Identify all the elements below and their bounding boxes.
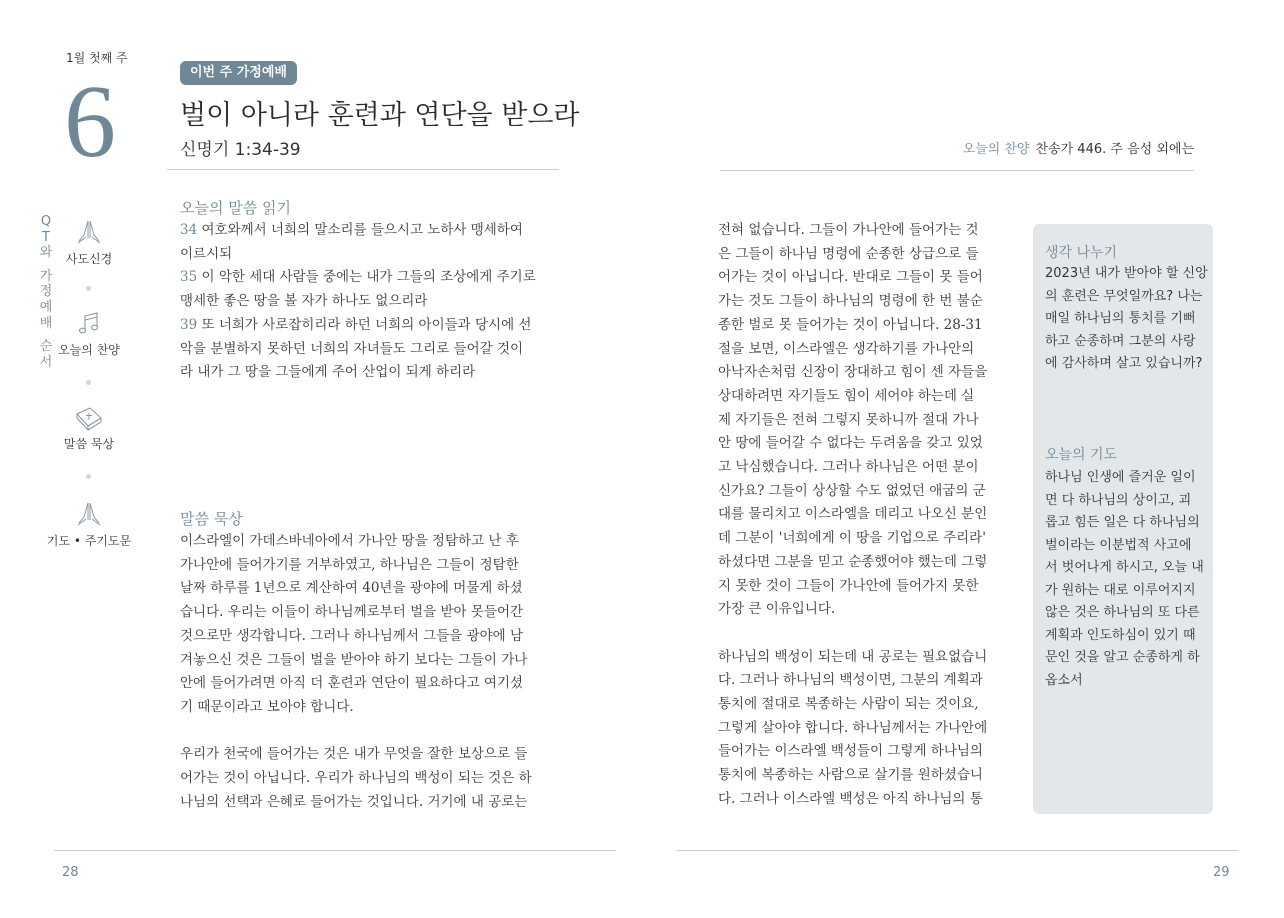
body-line: 가장 큰 이유입니다. [718, 601, 836, 618]
separator-dot [86, 286, 91, 291]
share-line: 의 훈련은 무엇일까요? 나는 [1045, 288, 1203, 304]
vertical-char: 서 [39, 354, 53, 370]
section-badge: 이번 주 가정예배 [180, 61, 297, 85]
body-line: 들어가는 이스라엘 백성들이 그렇게 하나님의 [718, 743, 983, 760]
prayer-line: 문인 것을 알고 순종하게 하 [1045, 650, 1200, 665]
order-item-prayer [34, 500, 144, 549]
prayer-heading: 오늘의 기도 [1045, 447, 1118, 463]
body-line: 다. 그러나 하나님의 백성이면, 그분의 계획과 [718, 672, 983, 689]
prayer-line: 계획과 인도하심이 있기 때 [1045, 627, 1196, 643]
body-line: 습니다. 우리는 이들이 하나님께로부터 벌을 받아 못들어간 [180, 604, 524, 621]
separator-dot [86, 380, 91, 385]
body-line: 나님의 선택과 은혜로 들어가는 것입니다. 거기에 내 공로는 [180, 793, 528, 810]
reading-verses [180, 219, 560, 385]
body-line: 은 그들이 하나님 명령에 순종한 상급으로 들 [718, 245, 979, 262]
body-line: 대를 물리치고 이스라엘을 데리고 나오신 분인 [718, 506, 988, 523]
body-line: 안 땅에 들어갈 수 없다는 두려움을 갖고 있었 [718, 435, 983, 452]
order-item-hymn [34, 311, 144, 358]
body-line: 날짜 하루를 1년으로 계산하여 40년을 광야에 머물게 하셨 [180, 580, 523, 597]
body-line: 상대하려면 자기들도 힘이 세어야 하는데 실 [718, 387, 975, 404]
vertical-char: 예 [39, 299, 53, 315]
verse-line: 맹세한 좋은 땅을 볼 자가 하나도 없으리라 [180, 293, 428, 310]
verse-text: 이 악한 세대 사람들 중에는 내가 그들의 조상에게 주기로 [201, 269, 536, 286]
body-line: 전혀 없습니다. 그들이 가나안에 들어가는 것 [718, 222, 979, 238]
bible-book-icon [73, 405, 105, 431]
prayer-line: 않은 것은 하나님의 또 다른 [1045, 605, 1200, 620]
prayer-line: 롭고 힘든 일은 다 하나님의 [1045, 515, 1200, 530]
verse-line [180, 219, 560, 243]
body-line: 종한 벌로 못 들어가는 것이 아닙니다. 28-31 [718, 316, 983, 333]
vertical-char: 와 [39, 245, 53, 261]
share-body [1045, 263, 1215, 376]
vertical-char: 배 [39, 315, 53, 331]
body-line: 고 낙심했습니다. 그러나 하나님은 어떤 분이 [718, 459, 979, 476]
praying-hands-icon [75, 500, 103, 528]
vertical-char: 순 [39, 339, 53, 355]
order-item-creed [34, 218, 144, 267]
body-line: 어가는 것이 아닙니다. 우리가 하나님의 백성이 되는 것은 하 [180, 770, 532, 787]
prayer-line: 벌이라는 이분법적 사고에 [1045, 537, 1192, 553]
prayer-line: 가 원하는 대로 이루어지지 [1045, 582, 1196, 598]
order-item-label: 사도신경 [65, 252, 113, 266]
footer-divider [54, 850, 616, 851]
separator-dot [86, 474, 91, 479]
verse-line [180, 266, 560, 290]
prayer-line: 서 벗어나게 하시고, 오늘 내 [1045, 560, 1204, 575]
verse-line: 라 내가 그 땅을 그들에게 주어 산업이 되게 하리라 [180, 364, 476, 381]
body-line: 절을 보면, 이스라엘은 생각하기를 가나안의 [718, 340, 975, 357]
share-line: 에 감사하며 살고 있습니까? [1045, 356, 1203, 371]
hymn-label: 오늘의 찬양 [962, 142, 1030, 157]
prayer-line: 하나님 인생에 즐거운 일이 [1045, 470, 1196, 485]
verse-line: 이르시되 [180, 245, 233, 262]
body-line: 겨놓으신 것은 그들이 벌을 받아야 하기 보다는 그들이 가나 [180, 651, 528, 668]
body-line: 하나님의 백성이 되는데 내 공로는 필요없습니 [718, 648, 988, 665]
praying-hands-icon [75, 218, 103, 246]
meditation-heading: 말씀 묵상 [180, 510, 243, 528]
share-heading: 생각 나누기 [1045, 245, 1118, 261]
body-line: 가는 것도 그들이 하나님의 명령에 한 번 불순 [718, 293, 983, 310]
week-number: 6 [64, 64, 116, 179]
vertical-char: 정 [39, 284, 53, 300]
share-line: 하고 순종하며 그분의 사랑 [1045, 333, 1196, 349]
footer-divider-right [676, 850, 1238, 851]
verse-number: 35 [180, 269, 198, 286]
vertical-char: T [42, 229, 50, 245]
paragraph-gap [718, 622, 1008, 646]
week-label: 1월 첫째 주 [66, 51, 128, 65]
body-line: 이스라엘이 가데스바네아에서 가나안 땅을 정탐하고 난 후 [180, 533, 519, 549]
header-divider [167, 169, 559, 170]
body-line: 어가는 것이 아닙니다. 반대로 그들이 못 들어 [718, 269, 983, 286]
body-line: 것으로만 생각합니다. 그러나 하나님께서 그들을 광야에 남 [180, 627, 524, 644]
verse-line [180, 314, 560, 338]
body-line: 지 못한 것이 그들이 가나안에 들어가지 못한 [718, 577, 979, 594]
vertical-char: 가 [39, 268, 53, 284]
body-line: 다. 그러나 이스라엘 백성은 아직 하나님의 통 [718, 790, 983, 807]
body-line: 기 때문이라고 보아야 합니다. [180, 698, 354, 715]
body-line: 신가요? 그들이 상상할 수도 없었던 애굽의 군 [718, 482, 986, 499]
body-line: 아낙자손처럼 신장이 장대하고 힘이 센 자들을 [718, 364, 988, 381]
scripture-reference: 신명기 1:34-39 [180, 140, 301, 160]
page-number-right: 29 [1213, 865, 1230, 880]
body-line: 안에 들어가려면 아직 더 훈련과 연단이 필요하다고 여기셨 [180, 675, 524, 692]
verse-number: 34 [180, 222, 198, 238]
verse-number: 39 [180, 316, 198, 333]
hymn-value: 찬송가 446. 주 음성 외에는 [1035, 142, 1194, 157]
order-item-meditation [34, 405, 144, 452]
verse-text: 여호와께서 너희의 말소리를 들으시고 노하사 맹세하여 [201, 222, 523, 238]
reading-heading: 오늘의 말씀 읽기 [180, 199, 291, 217]
verse-line: 악을 분별하지 못하던 너희의 자녀들도 그리로 들어갈 것이 [180, 340, 524, 357]
share-line: 매일 하나님의 통치를 기뻐 [1045, 311, 1196, 326]
reflection-sidebar [1033, 224, 1213, 814]
body-line: 하셨다면 그분을 믿고 순종했어야 했는데 그렇 [718, 553, 988, 570]
order-item-label: 기도 • 주기도문 [46, 534, 132, 548]
prayer-line: 면 다 하나님의 상이고, 괴 [1045, 492, 1192, 508]
body-line: 제 자기들은 전혀 그렇지 못하니까 절대 가나 [718, 411, 979, 428]
meditation-continued [718, 219, 1008, 812]
prayer-line: 옵소서 [1045, 672, 1083, 688]
todays-hymn [720, 138, 1194, 157]
body-line: 그렇게 살아야 합니다. 하나님께서는 가나안에 [718, 719, 988, 736]
body-line: 통치에 복종하는 사람으로 살기를 원하셨습니 [718, 767, 983, 784]
body-line: 데 그분이 '너희에게 이 땅을 기업으로 주리라' [718, 530, 986, 547]
page-number-left: 28 [62, 865, 79, 880]
paragraph-gap [180, 720, 560, 744]
body-line: 우리가 천국에 들어가는 것은 내가 무엇을 잘한 보상으로 들 [180, 746, 528, 763]
verse-text: 또 너희가 사로잡히리라 하던 너희의 아이들과 당시에 선 [201, 316, 532, 333]
music-note-icon [77, 311, 101, 337]
body-line: 가나안에 들어가기를 거부하였고, 하나님은 그들이 정탐한 [180, 556, 519, 573]
meditation-body [180, 530, 560, 814]
share-line: 2023년 내가 받아야 할 신앙 [1045, 266, 1208, 281]
page-title: 벌이 아니라 훈련과 연단을 받으라 [180, 100, 580, 131]
prayer-body [1045, 467, 1215, 692]
header-divider-right [720, 170, 1194, 171]
order-item-label: 말씀 묵상 [63, 437, 115, 451]
order-item-label: 오늘의 찬양 [58, 343, 120, 357]
body-line: 통치에 절대로 복종하는 사람이 되는 것이요, [718, 696, 979, 713]
vertical-char: Q [40, 214, 52, 229]
